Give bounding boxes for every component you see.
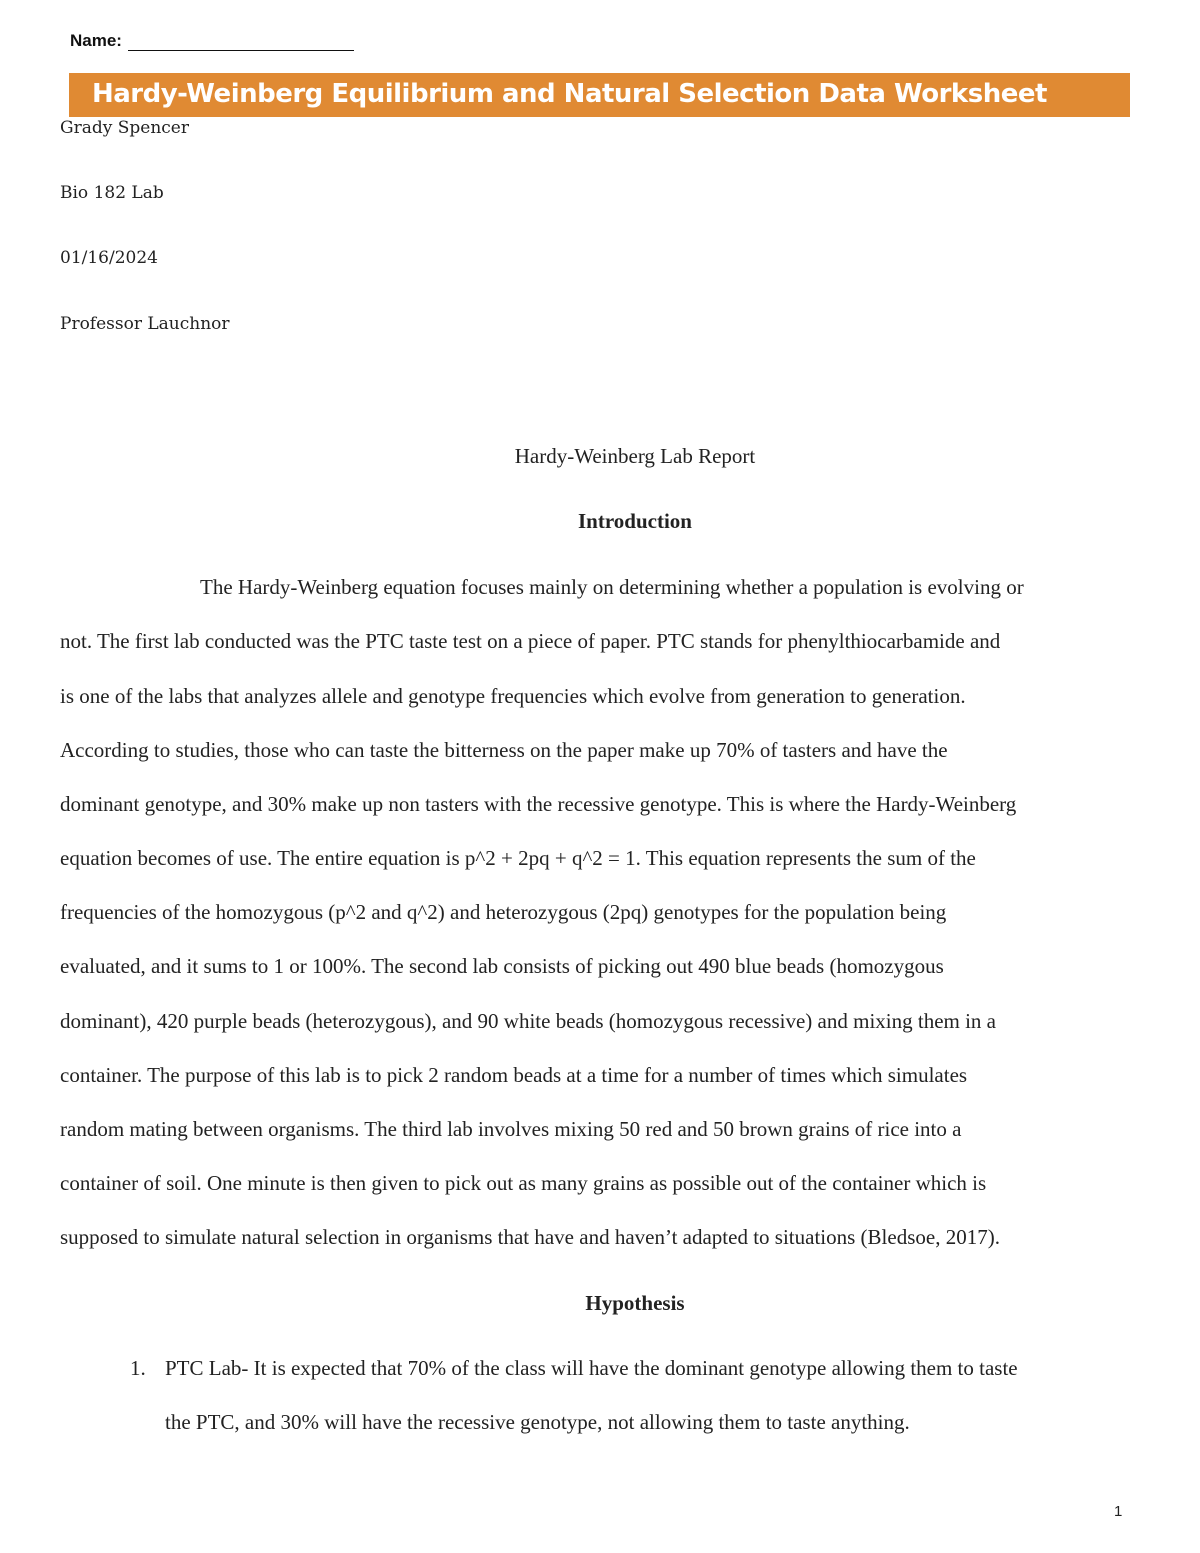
paragraph-line: container of soil. One minute is then given to pick out as many grains as possible out of the container which is: [60, 1171, 987, 1195]
paragraph-line: is one of the labs that analyzes allele and genotype frequencies which evolve from generation to generation.: [60, 684, 966, 708]
name-label: Name:: [70, 31, 122, 50]
paragraph-line: equation becomes of use. The entire equation is p^2 + 2pq + q^2 = 1. This equation represents the sum of the: [60, 846, 976, 870]
list-item-line: PTC Lab- It is expected that 70% of the class will have the dominant genotype allowing them to taste: [165, 1356, 1018, 1380]
introduction-heading: Introduction: [578, 509, 692, 533]
paragraph-line: not. The first lab conducted was the PTC taste test on a piece of paper. PTC stands for phenylthiocarbamide and: [60, 629, 1001, 653]
paragraph-line: frequencies of the homozygous (p^2 and q^2) and heterozygous (2pq) genotypes for the population being: [60, 900, 947, 924]
professor-name: Professor Lauchnor: [60, 314, 230, 334]
paragraph-line: dominant genotype, and 30% make up non tasters with the recessive genotype. This is where the Hardy-Weinberg: [60, 792, 1017, 816]
paragraph-line: According to studies, those who can taste the bitterness on the paper make up 70% of tasters and have the: [60, 738, 948, 762]
name-blank-line: [128, 34, 354, 51]
paragraph-line: evaluated, and it sums to 1 or 100%. The second lab consists of picking out 490 blue beads (homozygous: [60, 954, 944, 978]
report-date: 01/16/2024: [60, 248, 158, 268]
student-name: Grady Spencer: [60, 118, 189, 138]
course-name: Bio 182 Lab: [60, 183, 164, 203]
list-item-number: 1.: [130, 1356, 146, 1380]
hypothesis-heading: Hypothesis: [585, 1291, 685, 1315]
paragraph-line: dominant), 420 purple beads (heterozygous), and 90 white beads (homozygous recessive) and mixing them in a: [60, 1009, 997, 1033]
paragraph-line: supposed to simulate natural selection in organisms that have and haven’t adapted to situations (Bledsoe, 2017).: [60, 1225, 1000, 1249]
paragraph-line: The Hardy-Weinberg equation focuses mainly on determining whether a population is evolving or: [200, 575, 1024, 599]
page-number: 1: [1114, 1503, 1123, 1520]
report-title: Hardy-Weinberg Lab Report: [514, 444, 756, 468]
list-item-line: the PTC, and 30% will have the recessive genotype, not allowing them to taste anything.: [165, 1410, 910, 1434]
name-field: [70, 31, 354, 51]
worksheet-title: Hardy-Weinberg Equilibrium and Natural Selection Data Worksheet: [92, 79, 1047, 109]
paragraph-line: container. The purpose of this lab is to pick 2 random beads at a time for a number of times which simulates: [60, 1063, 968, 1087]
paragraph-line: random mating between organisms. The third lab involves mixing 50 red and 50 brown grains of rice into a: [60, 1117, 962, 1141]
